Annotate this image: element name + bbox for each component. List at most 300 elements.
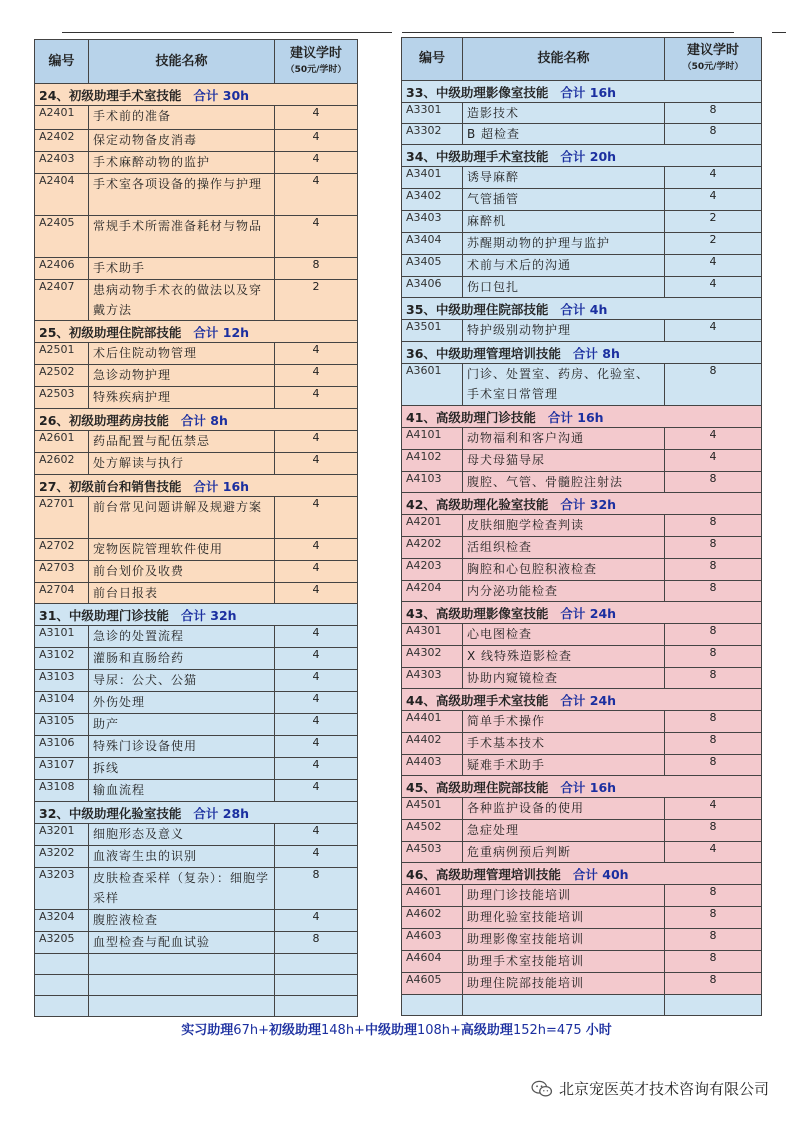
skill-code: A4303: [402, 668, 463, 689]
section-total: 合计 8h: [180, 412, 228, 428]
skill-name: 胸腔和心包腔积液检查: [463, 559, 665, 581]
skill-name: 诱导麻醉: [463, 167, 665, 189]
skill-code: A3201: [35, 824, 89, 846]
section-title-cell: [402, 298, 762, 320]
skill-code: A3406: [402, 277, 463, 298]
skill-code: A3402: [402, 189, 463, 211]
top-rule-far-right: [772, 32, 786, 33]
skill-code: A4402: [402, 733, 463, 755]
skill-row: [402, 820, 762, 842]
skill-hours: 4: [275, 365, 358, 387]
skill-hours: 4: [275, 626, 358, 648]
skill-code: A4603: [402, 929, 463, 951]
skill-name: 输血流程: [89, 780, 275, 802]
skill-code: A4601: [402, 885, 463, 907]
skill-name: 腹腔、气管、骨髓腔注射法: [463, 472, 665, 493]
skill-name: 助理化验室技能培训: [463, 907, 665, 929]
skill-code: A3108: [35, 780, 89, 802]
skill-name: 术后住院动物管理: [89, 343, 275, 365]
skill-name: 危重病例预后判断: [463, 842, 665, 863]
empty-row: [35, 996, 358, 1017]
section-title: 31、中级助理门诊技能: [39, 607, 169, 623]
section-header: [402, 863, 762, 885]
skill-hours: 8: [665, 885, 762, 907]
skill-row: [35, 714, 358, 736]
company-name: 北京宠医英才技术咨询有限公司: [558, 1080, 769, 1098]
skill-name: 手术前的准备: [89, 106, 275, 130]
section-header: [402, 493, 762, 515]
skill-row: [35, 692, 358, 714]
skill-hours: 8: [665, 973, 762, 995]
skill-code: A2703: [35, 561, 89, 583]
skill-name: 母犬母猫导尿: [463, 450, 665, 472]
section-total: 合计 32h: [180, 607, 237, 623]
skill-code: A4302: [402, 646, 463, 668]
section-title: 34、中级助理手术室技能: [406, 148, 549, 164]
skill-code: A2405: [35, 216, 89, 258]
skill-row: [35, 130, 358, 152]
skill-name: 术前与术后的沟通: [463, 255, 665, 277]
skill-name: 手术基本技术: [463, 733, 665, 755]
skill-hours: 8: [665, 755, 762, 776]
skill-row: [402, 103, 762, 124]
skill-name: 特殊门诊设备使用: [89, 736, 275, 758]
section-title: 33、中级助理影像室技能: [406, 84, 549, 100]
skill-row: [402, 711, 762, 733]
section-title-cell: [402, 406, 762, 428]
summary-unit: 小时: [585, 1023, 612, 1038]
skill-row: [35, 932, 358, 954]
section-title: 41、高级助理门诊技能: [406, 409, 536, 425]
section-title-cell: [35, 802, 358, 824]
skill-code: A2501: [35, 343, 89, 365]
skill-hours: 4: [275, 910, 358, 932]
skill-row: [402, 798, 762, 820]
skill-hours: 4: [275, 846, 358, 868]
top-rule-left: [62, 32, 392, 33]
skill-row: [402, 472, 762, 493]
section-title: 45、高级助理住院部技能: [406, 779, 549, 795]
skill-hours: 8: [665, 624, 762, 646]
skill-hours: 4: [275, 497, 358, 539]
skill-hours: 8: [665, 537, 762, 559]
skill-row: [35, 174, 358, 216]
section-total: 合计 32h: [560, 496, 617, 512]
col-header-code: 编号: [402, 38, 463, 81]
skill-code: A3107: [35, 758, 89, 780]
skill-code: A4203: [402, 559, 463, 581]
section-header: [402, 342, 762, 364]
section-total: 合计 24h: [560, 605, 617, 621]
skill-name: 药品配置与配伍禁忌: [89, 431, 275, 453]
skill-row: [402, 167, 762, 189]
empty-row: [35, 975, 358, 996]
skill-row: [402, 885, 762, 907]
skill-name: 活组织检查: [463, 537, 665, 559]
empty-cell: [275, 975, 358, 996]
skill-row: [402, 277, 762, 298]
skill-row: [402, 450, 762, 472]
skill-code: A4403: [402, 755, 463, 776]
summary-hours-junior: 148h+: [321, 1023, 365, 1038]
summary-part-senior: 高级助理: [460, 1023, 513, 1038]
skill-code: A4201: [402, 515, 463, 537]
skill-code: A4501: [402, 798, 463, 820]
skill-row: [402, 233, 762, 255]
section-title: 44、高级助理手术室技能: [406, 692, 549, 708]
skill-row: [402, 668, 762, 689]
skill-name: 手术室各项设备的操作与护理: [89, 174, 275, 216]
col-header-hours: [665, 38, 762, 81]
skill-name: 内分泌功能检查: [463, 581, 665, 602]
skill-row: [35, 561, 358, 583]
skill-hours: 8: [665, 929, 762, 951]
skill-row: [35, 216, 358, 258]
section-header: [35, 802, 358, 824]
skill-code: A2701: [35, 497, 89, 539]
skill-name: 血液寄生虫的识别: [89, 846, 275, 868]
summary-hours-mid: 108h+: [416, 1023, 461, 1038]
skill-code: A2602: [35, 453, 89, 475]
skill-hours: 4: [275, 453, 358, 475]
section-title-cell: [402, 776, 762, 798]
skill-hours: 8: [665, 646, 762, 668]
skill-row: [35, 343, 358, 365]
skill-name: 导尿：公犬、公猫: [89, 670, 275, 692]
skill-row: [402, 951, 762, 973]
skill-hours: 4: [665, 450, 762, 472]
skill-name: 手术助手: [89, 258, 275, 280]
section-title-cell: [35, 84, 358, 106]
skill-name: B 超检查: [463, 124, 665, 145]
skill-hours: 8: [665, 820, 762, 842]
skill-hours: 4: [665, 167, 762, 189]
skill-code: A2502: [35, 365, 89, 387]
skill-code: A3105: [35, 714, 89, 736]
section-total: 合计 20h: [560, 148, 617, 164]
skill-code: A2407: [35, 280, 89, 321]
skill-row: [402, 646, 762, 668]
hours-header-label: 建议学时: [686, 43, 739, 58]
skill-name: 皮肤检查采样（复杂）：细胞学采样: [89, 868, 275, 910]
skill-code: A2601: [35, 431, 89, 453]
skill-row: [402, 733, 762, 755]
section-title: 43、高级助理影像室技能: [406, 605, 549, 621]
skill-row: [35, 431, 358, 453]
skill-row: [402, 515, 762, 537]
skill-row: [35, 910, 358, 932]
skill-code: A4301: [402, 624, 463, 646]
skill-name: 拆线: [89, 758, 275, 780]
skill-name: 简单手术操作: [463, 711, 665, 733]
empty-cell: [275, 954, 358, 975]
skill-row: [35, 152, 358, 174]
skill-code: A2404: [35, 174, 89, 216]
skill-hours: 8: [665, 581, 762, 602]
skill-row: [402, 189, 762, 211]
section-title-cell: [402, 863, 762, 885]
skill-hours: 8: [275, 258, 358, 280]
empty-cell: [35, 954, 89, 975]
section-total: 合计 16h: [193, 478, 250, 494]
skill-hours: 4: [665, 189, 762, 211]
skill-hours: 4: [275, 561, 358, 583]
skill-name: 助理门诊技能培训: [463, 885, 665, 907]
skill-name: 特护级别动物护理: [463, 320, 665, 342]
skill-row: [35, 780, 358, 802]
section-title-cell: [35, 409, 358, 431]
skill-code: A4102: [402, 450, 463, 472]
skill-hours: 4: [275, 758, 358, 780]
section-total: 合计 40h: [572, 866, 629, 882]
skill-code: A2704: [35, 583, 89, 604]
skill-hours: 4: [275, 343, 358, 365]
skill-name: 皮肤细胞学检查判读: [463, 515, 665, 537]
skill-row: [402, 581, 762, 602]
section-header: [402, 145, 762, 167]
skill-name: 麻醉机: [463, 211, 665, 233]
section-title-cell: [35, 321, 358, 343]
section-total: 合计 8h: [572, 345, 620, 361]
skill-hours: 4: [275, 431, 358, 453]
skill-hours: 8: [275, 868, 358, 910]
skill-hours: 4: [275, 106, 358, 130]
skill-code: A3405: [402, 255, 463, 277]
skill-row: [402, 624, 762, 646]
skill-hours: 8: [665, 364, 762, 406]
empty-row: [35, 954, 358, 975]
empty-cell: [89, 975, 275, 996]
section-title: 46、高级助理管理培训技能: [406, 866, 561, 882]
skill-code: A4103: [402, 472, 463, 493]
skill-name: 患病动物手术衣的做法以及穿戴方法: [89, 280, 275, 321]
skill-code: A4503: [402, 842, 463, 863]
skill-hours: 8: [665, 515, 762, 537]
skill-row: [35, 583, 358, 604]
skill-hours: 8: [665, 472, 762, 493]
skill-hours: 8: [665, 951, 762, 973]
section-header: [402, 689, 762, 711]
skill-row: [402, 364, 762, 406]
section-total: 合计 16h: [560, 84, 617, 100]
skill-name: 急诊动物护理: [89, 365, 275, 387]
skill-name: 宠物医院管理软件使用: [89, 539, 275, 561]
skill-row: [35, 365, 358, 387]
empty-cell: [89, 954, 275, 975]
summary-part-intern: 实习助理: [181, 1023, 234, 1038]
skill-hours: 4: [665, 842, 762, 863]
skill-name: 疑难手术助手: [463, 755, 665, 776]
skill-code: A3205: [35, 932, 89, 954]
section-title-cell: [402, 493, 762, 515]
section-title: 25、初级助理住院部技能: [39, 324, 182, 340]
skill-row: [35, 387, 358, 409]
skill-hours: 8: [665, 668, 762, 689]
section-title: 26、初级助理药房技能: [39, 412, 169, 428]
section-title: 36、中级助理管理培训技能: [406, 345, 561, 361]
hours-summary: [0, 1019, 793, 1038]
skill-row: [35, 280, 358, 321]
skill-row: [35, 736, 358, 758]
skill-row: [402, 973, 762, 995]
skill-hours: 8: [665, 711, 762, 733]
skill-name: 保定动物备皮消毒: [89, 130, 275, 152]
skill-row: [35, 539, 358, 561]
skill-row: [402, 929, 762, 951]
skill-code: A3302: [402, 124, 463, 145]
skill-name: 心电图检查: [463, 624, 665, 646]
skill-code: A3404: [402, 233, 463, 255]
skill-name: 协助内窥镜检查: [463, 668, 665, 689]
company-watermark: [531, 1078, 769, 1099]
section-total: 合计 16h: [560, 779, 617, 795]
col-header-code: 编号: [35, 40, 89, 84]
empty-cell: [665, 995, 762, 1016]
skill-hours: 8: [665, 733, 762, 755]
skill-hours: 2: [665, 233, 762, 255]
section-header: [35, 321, 358, 343]
section-title: 27、初级前台和销售技能: [39, 478, 182, 494]
section-title-cell: [35, 475, 358, 497]
section-title-cell: [402, 689, 762, 711]
skill-code: A4602: [402, 907, 463, 929]
skill-code: A2406: [35, 258, 89, 280]
skill-code: A3103: [35, 670, 89, 692]
skill-name: 助产: [89, 714, 275, 736]
section-header: [402, 298, 762, 320]
skill-name: 各种监护设备的使用: [463, 798, 665, 820]
skill-hours: 4: [275, 130, 358, 152]
skill-hours: 4: [275, 174, 358, 216]
section-title: 35、中级助理住院部技能: [406, 301, 549, 317]
skill-code: A3403: [402, 211, 463, 233]
skill-hours: 4: [665, 798, 762, 820]
skill-code: A3104: [35, 692, 89, 714]
section-total: 合计 12h: [193, 324, 250, 340]
empty-cell: [89, 996, 275, 1017]
skill-row: [35, 670, 358, 692]
skill-row: [402, 907, 762, 929]
skill-hours: 4: [275, 714, 358, 736]
skill-hours: 4: [665, 320, 762, 342]
skill-row: [35, 626, 358, 648]
top-rule-right: [402, 32, 734, 33]
skill-row: [402, 211, 762, 233]
skill-code: A4502: [402, 820, 463, 842]
summary-part-mid: 中级助理: [364, 1023, 417, 1038]
skill-name: 造影技术: [463, 103, 665, 124]
skill-hours: 4: [275, 670, 358, 692]
section-total: 合计 16h: [547, 409, 604, 425]
skill-code: A2401: [35, 106, 89, 130]
skill-row: [402, 320, 762, 342]
hours-header-note: （50元/学时）: [285, 64, 347, 75]
skill-hours: 4: [275, 824, 358, 846]
skill-code: A4101: [402, 428, 463, 450]
skill-code: A3301: [402, 103, 463, 124]
skill-code: A2402: [35, 130, 89, 152]
skill-code: A2503: [35, 387, 89, 409]
skill-row: [402, 537, 762, 559]
skill-row: [35, 846, 358, 868]
empty-cell: [463, 995, 665, 1016]
skill-name: 急症处理: [463, 820, 665, 842]
section-total: 合计 28h: [193, 805, 250, 821]
skill-hours: 4: [275, 648, 358, 670]
skill-code: A2403: [35, 152, 89, 174]
skill-hours: 4: [275, 152, 358, 174]
section-title-cell: [35, 604, 358, 626]
empty-row: [402, 995, 762, 1016]
section-header: [402, 602, 762, 624]
skill-name: 手术麻醉动物的监护: [89, 152, 275, 174]
section-header: [35, 409, 358, 431]
section-total: 合计 4h: [560, 301, 608, 317]
section-title-cell: [402, 81, 762, 103]
skill-name: 动物福利和客户沟通: [463, 428, 665, 450]
section-title: 42、高级助理化验室技能: [406, 496, 549, 512]
skill-name: 助理影像室技能培训: [463, 929, 665, 951]
skill-name: 常规手术所需准备耗材与物品: [89, 216, 275, 258]
section-title-cell: [402, 145, 762, 167]
skill-row: [402, 124, 762, 145]
hours-header-label: 建议学时: [289, 45, 342, 61]
skill-row: [402, 559, 762, 581]
section-header: [402, 406, 762, 428]
wechat-icon: [531, 1080, 553, 1098]
skill-row: [35, 758, 358, 780]
skill-hours: 4: [275, 736, 358, 758]
skill-name: 前台日报表: [89, 583, 275, 604]
skill-row: [35, 868, 358, 910]
skill-row: [402, 255, 762, 277]
empty-cell: [35, 996, 89, 1017]
skill-name: 血型检查与配血试验: [89, 932, 275, 954]
skill-code: A3202: [35, 846, 89, 868]
skill-name: 处方解读与执行: [89, 453, 275, 475]
section-header: [402, 776, 762, 798]
skill-hours: 8: [275, 932, 358, 954]
skill-code: A3106: [35, 736, 89, 758]
skill-name: 门诊、处置室、药房、化验室、手术室日常管理: [463, 364, 665, 406]
skill-name: 灌肠和直肠给药: [89, 648, 275, 670]
skill-hours: 8: [665, 907, 762, 929]
skill-name: 特殊疾病护理: [89, 387, 275, 409]
skill-hours: 4: [665, 255, 762, 277]
skill-row: [402, 755, 762, 776]
skill-hours: 4: [275, 387, 358, 409]
skill-code: A4401: [402, 711, 463, 733]
skill-name: 前台常见问题讲解及规避方案: [89, 497, 275, 539]
skill-name: 苏醒期动物的护理与监护: [463, 233, 665, 255]
skill-hours: 4: [275, 216, 358, 258]
col-header-hours: [275, 40, 358, 84]
left-skills-table: [34, 39, 358, 1017]
section-title: 32、中级助理化验室技能: [39, 805, 182, 821]
skill-code: A3204: [35, 910, 89, 932]
col-header-name: 技能名称: [89, 40, 275, 84]
skill-hours: 4: [275, 539, 358, 561]
section-header: [402, 81, 762, 103]
skill-code: A4202: [402, 537, 463, 559]
section-header: [35, 604, 358, 626]
skill-name: 助理住院部技能培训: [463, 973, 665, 995]
right-skills-table: [401, 37, 762, 1016]
skill-row: [35, 648, 358, 670]
skill-row: [35, 453, 358, 475]
skill-row: [402, 842, 762, 863]
section-title-cell: [402, 342, 762, 364]
